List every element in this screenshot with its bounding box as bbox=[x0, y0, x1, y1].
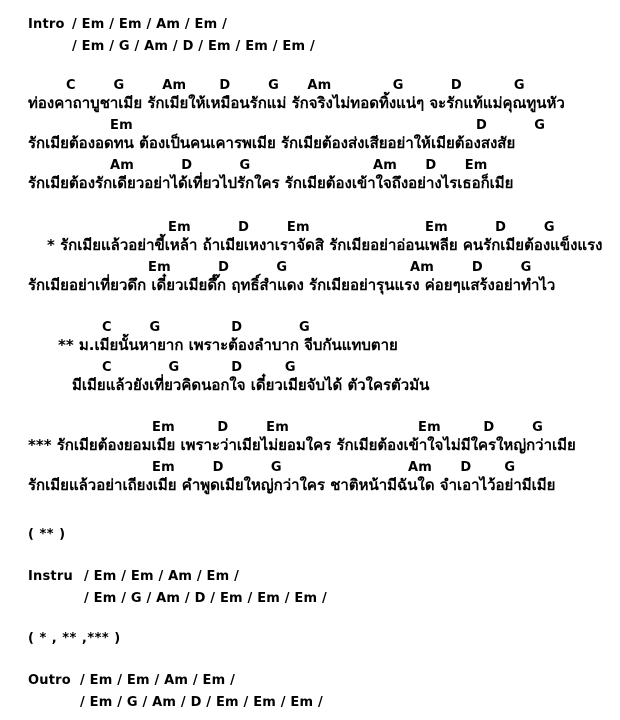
intro-line-1: / Em / Em / Am / Em / bbox=[72, 17, 228, 32]
chorus1-line2-lyrics: รักเมียอย่าเที่ยวดึก เดี๋ยวเมียดึ๊ก ฤทธิ์สำแดง รักเมียอย่ารุนแรง ค่อยๆแสร้งอย่าทำไว bbox=[28, 276, 556, 294]
chorus2-line1-lyrics: ** ม.เมียนั้นหายาก เพราะต้องลำบาก จีบกันแทบตาย bbox=[58, 336, 398, 354]
chorus3-line1-lyrics: *** รักเมียต้องยอมเมีย เพราะว่าเมียไม่ยอมใคร รักเมียต้องเข้าใจไม่มีใครใหญ่กว่าเมีย bbox=[28, 436, 576, 454]
chorus3-line2-chords: Em D G bbox=[152, 460, 282, 475]
verse1-line2-lyrics: รักเมียต้องอดทน ต้องเป็นคนเคารพเมีย รักเมียต้องส่งเสียอย่าให้เมียต้องสงสัย bbox=[28, 134, 516, 152]
outro-line-1: / Em / Em / Am / Em / bbox=[80, 673, 236, 688]
chorus1-line1-lyrics: * รักเมียแล้วอย่าขี้เหล้า ถ้าเมียเหงาเราจัดสิ รักเมียอย่าอ่อนเพลีย คนรักเมียต้องแข็งแรง bbox=[47, 236, 603, 254]
intro-line-2: / Em / G / Am / D / Em / Em / Em / bbox=[72, 39, 315, 54]
verse1-line3-chords-right: Am D Em bbox=[373, 158, 488, 173]
chorus1-line2-chords: Em D G bbox=[148, 260, 288, 275]
instru-label: Instru bbox=[28, 569, 73, 584]
verse1-line1-lyrics: ท่องคาถาบูชาเมีย รักเมียให้เหมือนรักแม่ รักจริงไม่ทอดทิ้งแน่ๆ จะรักแท้แม่คุณทูนหัว bbox=[28, 94, 565, 112]
verse1-line3-chords: Am D G bbox=[110, 158, 251, 173]
verse1-line3-lyrics: รักเมียต้องรักเดียวอย่าได้เที่ยวไปรักใคร รักเมียต้องเข้าใจถึงอย่างไรเธอก็เมีย bbox=[28, 174, 514, 192]
instru-line-2: / Em / G / Am / D / Em / Em / Em / bbox=[84, 591, 327, 606]
chorus3-line2-lyrics: รักเมียแล้วอย่าเถียงเมีย คำพูดเมียใหญ่กว่าใคร ชาติหน้ามีฉันใด จำเอาไว้อย่ามีเมีย bbox=[28, 476, 556, 494]
chorus3-line1-chords: Em D Em bbox=[152, 420, 289, 435]
chorus2-line1-chords: C G D G bbox=[102, 320, 310, 335]
chorus1-line1-chords: Em D Em bbox=[168, 220, 310, 235]
verse1-line2-chords: Em bbox=[110, 118, 133, 133]
verse1-line2-chords-right: D G bbox=[476, 118, 546, 133]
chorus3-line1-chords-right: Em D G bbox=[418, 420, 544, 435]
chorus2-line2-chords: C G D G bbox=[102, 360, 296, 375]
intro-label: Intro bbox=[28, 17, 65, 32]
chorus2-line2-lyrics: มีเมียแล้วยังเที่ยวคิดนอกใจ เดี๋ยวเมียจับได้ ตัวใครตัวมัน bbox=[72, 376, 430, 394]
chorus1-line1-chords-right: Em D G bbox=[425, 220, 555, 235]
chorus1-line2-chords-right: Am D G bbox=[410, 260, 532, 275]
verse1-line1-chords: C G Am D G Am G D G bbox=[66, 78, 525, 93]
outro-line-2: / Em / G / Am / D / Em / Em / Em / bbox=[80, 695, 323, 710]
repeat-marker-1: ( ** ) bbox=[28, 527, 66, 542]
instru-line-1: / Em / Em / Am / Em / bbox=[84, 569, 240, 584]
chorus3-line2-chords-right: Am D G bbox=[408, 460, 516, 475]
outro-label: Outro bbox=[28, 673, 71, 688]
repeat-marker-2: ( * , ** ,*** ) bbox=[28, 631, 121, 646]
